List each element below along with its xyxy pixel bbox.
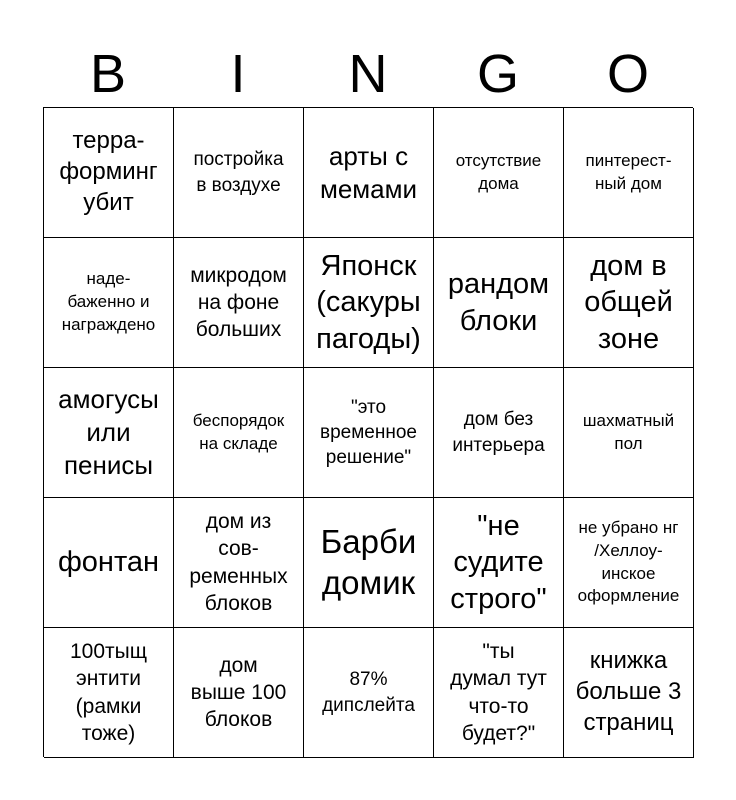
bingo-cell[interactable]	[44, 238, 174, 368]
cell-text: дом выше 100 блоков	[190, 653, 287, 732]
bingo-cell[interactable]	[304, 628, 434, 758]
cell-text: 87% дипслейта	[322, 669, 415, 716]
bingo-header	[43, 40, 693, 108]
cell-text: рандом блоки	[447, 268, 550, 337]
bingo-cell[interactable]	[434, 628, 564, 758]
cell-text: "это временное решение"	[320, 396, 417, 469]
bingo-cell[interactable]	[304, 238, 434, 368]
cell-text: отсутствие дома	[455, 150, 542, 193]
bingo-cell[interactable]	[44, 368, 174, 498]
cell-text: 100тыщ энтити (рамки тоже)	[69, 639, 148, 745]
bingo-cell[interactable]	[564, 628, 694, 758]
bingo-cell[interactable]	[564, 238, 694, 368]
cell-text: дом без интерьера	[452, 409, 545, 456]
cell-text: дом из сов- ременных блоков	[189, 509, 288, 615]
cell-text: книжка больше 3 страниц	[575, 647, 682, 736]
bingo-cell[interactable]	[304, 108, 434, 238]
cell-text: арты с мемами	[319, 140, 418, 204]
bingo-cell[interactable]	[174, 368, 304, 498]
bingo-cell[interactable]	[174, 238, 304, 368]
bingo-cell[interactable]	[44, 108, 174, 238]
cell-text: шахматный пол	[582, 410, 675, 453]
cell-text: терра- форминг убит	[59, 127, 158, 216]
bingo-cell[interactable]	[434, 368, 564, 498]
header-letter-n: N	[348, 44, 388, 104]
cell-text: пинтерест- ный дом	[585, 150, 672, 193]
bingo-cell[interactable]	[44, 498, 174, 628]
bingo-cell[interactable]	[44, 628, 174, 758]
cell-text: наде- баженно и награждено	[61, 269, 156, 334]
cell-text: дом в общей зоне	[584, 250, 673, 355]
bingo-cell[interactable]	[564, 498, 694, 628]
bingo-board	[43, 107, 693, 757]
cell-text: микродом на фоне больших	[190, 263, 287, 342]
header-letter-i: I	[230, 44, 246, 104]
bingo-cell[interactable]	[434, 108, 564, 238]
cell-text: беспорядок на складе	[192, 410, 285, 453]
header-letter-o: O	[606, 44, 649, 104]
bingo-cell[interactable]	[304, 498, 434, 628]
cell-text: не убрано нг /Хеллоу- инское оформление	[577, 517, 680, 606]
cell-text: "не судите строго"	[450, 510, 547, 615]
cell-text: фонтан	[57, 546, 160, 579]
bingo-cell[interactable]	[434, 238, 564, 368]
bingo-cell[interactable]	[564, 368, 694, 498]
bingo-cell[interactable]	[564, 108, 694, 238]
cell-text: постройка в воздухе	[193, 149, 284, 196]
cell-text: Барби домик	[320, 523, 417, 601]
bingo-cell[interactable]	[434, 498, 564, 628]
cell-text: "ты думал тут что-то будет?"	[450, 639, 547, 745]
cell-text: амогусы или пенисы	[58, 384, 159, 480]
header-letter-b: B	[89, 44, 127, 104]
bingo-cell[interactable]	[174, 628, 304, 758]
bingo-cell[interactable]	[304, 368, 434, 498]
cell-text: Японск (сакуры пагоды)	[316, 250, 421, 355]
bingo-cell[interactable]	[174, 108, 304, 238]
bingo-cell[interactable]	[174, 498, 304, 628]
header-letter-g: G	[476, 44, 519, 104]
